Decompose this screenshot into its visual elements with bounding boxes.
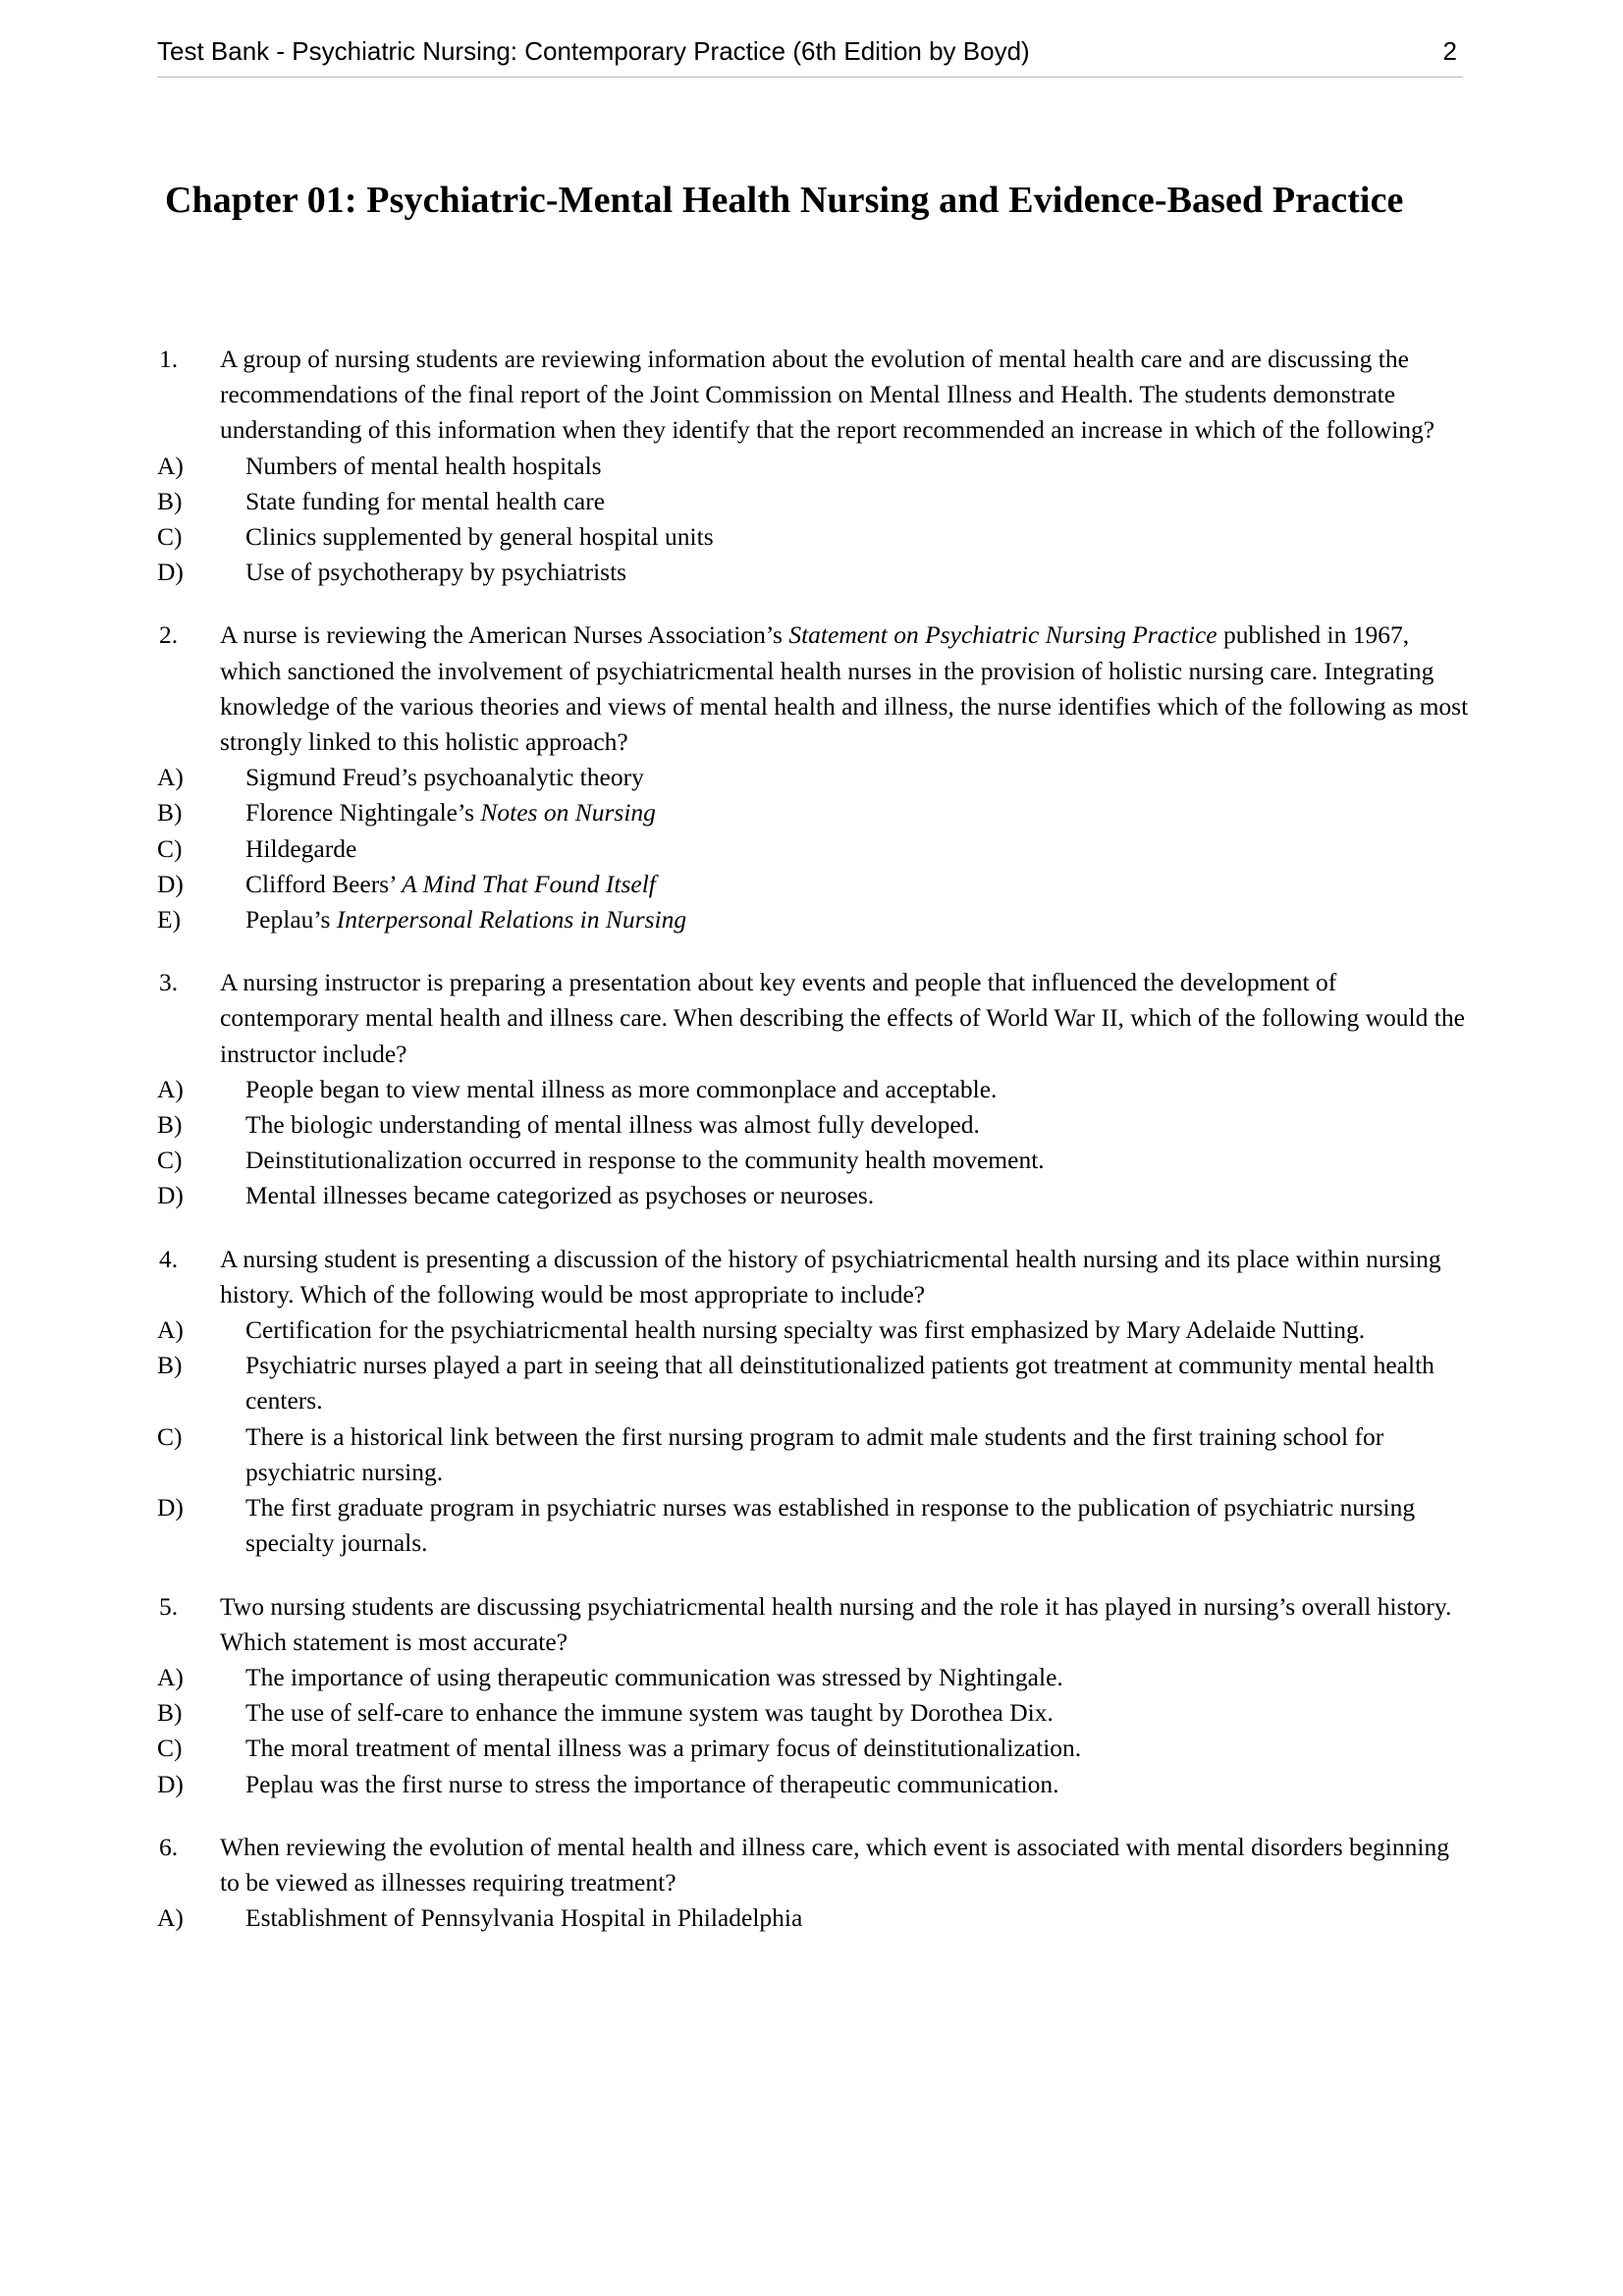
option-letter: C) <box>157 833 183 863</box>
question-number: 3. <box>159 968 179 997</box>
option-letter: B) <box>157 1698 183 1728</box>
answer-option[interactable] <box>157 519 1473 555</box>
answer-option[interactable] <box>157 1490 1473 1561</box>
question-text: A nurse is reviewing the American Nurses Association’s Statement on Psychiatric Nursing Practice published in 1967, which sanctioned the involvement of psychiatricmental health nurses in the provision of holistic nursing care. Integrating knowledge of the various theories and views of mental health and illness, the nurse identifies which of the following as most strongly linked to this holistic approach? <box>220 620 1469 757</box>
question-number: 2. <box>159 620 179 650</box>
chapter-title: Chapter 01: Psychiatric-Mental Health Nursing and Evidence-Based Practice <box>165 180 1404 222</box>
question-block <box>157 1589 1473 1802</box>
option-list <box>157 1660 1473 1802</box>
question-text: A group of nursing students are reviewing information about the evolution of mental health care and are discussing the recommendations of the final report of the Joint Commission on Mental Illness and Health. The students demonstrate understanding of this information when they identify that the report recommended an increase in which of the following? <box>220 345 1435 445</box>
option-letter: D) <box>157 1769 184 1798</box>
question-block <box>157 617 1473 937</box>
option-text: Numbers of mental health hospitals <box>245 451 602 480</box>
option-letter: C) <box>157 522 183 552</box>
answer-option[interactable] <box>157 1072 1473 1107</box>
option-text: There is a historical link between the first nursing program to admit male students and the first training school for psychiatric nursing. <box>245 1421 1384 1486</box>
answer-option[interactable] <box>157 795 1473 830</box>
option-letter: A) <box>157 1662 184 1691</box>
question-text: A nursing student is presenting a discussion of the history of psychiatricmental health nursing and its place within nursing history. Which of the following would be most appropriate to include? <box>220 1244 1441 1308</box>
option-text: Florence Nightingale’s Notes on Nursing <box>245 798 656 828</box>
question-stem <box>157 965 1473 1072</box>
answer-option[interactable] <box>157 1731 1473 1766</box>
option-letter: C) <box>157 1146 183 1175</box>
option-text: The moral treatment of mental illness was a primary focus of deinstitutionalization. <box>245 1734 1082 1763</box>
question-stem <box>157 617 1473 760</box>
answer-option[interactable] <box>157 1900 1473 1936</box>
answer-option[interactable] <box>157 449 1473 484</box>
option-letter: D) <box>157 1493 184 1522</box>
option-letter: A) <box>157 763 184 792</box>
option-letter: A) <box>157 1315 184 1345</box>
question-stem <box>157 342 1473 449</box>
option-text: Use of psychotherapy by psychiatrists <box>245 558 627 587</box>
answer-option[interactable] <box>157 1660 1473 1695</box>
option-text: Clinics supplemented by general hospital units <box>245 522 714 552</box>
option-text: The biologic understanding of mental illness was almost fully developed. <box>245 1110 980 1140</box>
question-stem <box>157 1589 1473 1660</box>
option-letter: E) <box>157 905 182 934</box>
option-text: The importance of using therapeutic communication was stressed by Nightingale. <box>245 1662 1063 1691</box>
option-text: Peplau was the first nurse to stress the importance of therapeutic communication. <box>245 1769 1059 1798</box>
option-letter: A) <box>157 1903 184 1933</box>
answer-option[interactable] <box>157 760 1473 795</box>
question-text: Two nursing students are discussing psychiatricmental health nursing and the role it has played in nursing’s overall history. Which statement is most accurate? <box>220 1591 1452 1656</box>
answer-option[interactable] <box>157 831 1473 867</box>
question-list <box>157 342 1473 1936</box>
option-text: People began to view mental illness as more commonplace and acceptable. <box>245 1074 998 1103</box>
question-block <box>157 1242 1473 1562</box>
option-letter: A) <box>157 1074 184 1103</box>
answer-option[interactable] <box>157 1178 1473 1213</box>
option-letter: B) <box>157 1110 183 1140</box>
option-text: Certification for the psychiatricmental health nursing specialty was first emphasized by Mary Adelaide Nutting. <box>245 1315 1366 1345</box>
question-block <box>157 965 1473 1213</box>
answer-option[interactable] <box>157 1419 1473 1490</box>
option-letter: B) <box>157 486 183 515</box>
option-list <box>157 1900 1473 1936</box>
option-text: Mental illnesses became categorized as psychoses or neuroses. <box>245 1181 875 1210</box>
option-text: Deinstitutionalization occurred in response to the community health movement. <box>245 1146 1045 1175</box>
option-text: State funding for mental health care <box>245 486 606 515</box>
answer-option[interactable] <box>157 902 1473 937</box>
option-text: Peplau’s Interpersonal Relations in Nursing <box>245 905 687 934</box>
answer-option[interactable] <box>157 555 1473 590</box>
option-letter: B) <box>157 798 183 828</box>
option-list <box>157 1312 1473 1561</box>
question-block <box>157 342 1473 590</box>
question-number: 4. <box>159 1244 179 1273</box>
option-text: Psychiatric nurses played a part in seeing that all deinstitutionalized patients got treatment at community mental health centers. <box>245 1351 1434 1415</box>
page-header <box>157 37 1463 67</box>
option-list <box>157 1072 1473 1214</box>
question-number: 6. <box>159 1832 179 1861</box>
answer-option[interactable] <box>157 1143 1473 1178</box>
answer-option[interactable] <box>157 1767 1473 1802</box>
option-text: Sigmund Freud’s psychoanalytic theory <box>245 763 644 792</box>
question-number: 1. <box>159 345 179 373</box>
option-text: The use of self-care to enhance the immune system was taught by Dorothea Dix. <box>245 1698 1054 1728</box>
answer-option[interactable] <box>157 484 1473 519</box>
header-divider <box>157 77 1463 78</box>
question-stem <box>157 1242 1473 1312</box>
option-letter: A) <box>157 451 184 480</box>
option-letter: D) <box>157 869 184 898</box>
option-text: Hildegarde <box>245 833 357 863</box>
answer-option[interactable] <box>157 867 1473 902</box>
option-letter: C) <box>157 1421 183 1451</box>
option-letter: C) <box>157 1734 183 1763</box>
option-text: The first graduate program in psychiatric nurses was established in response to the publication of psychiatric nursing specialty journals. <box>245 1493 1416 1558</box>
question-text: When reviewing the evolution of mental health and illness care, which event is associated with mental disorders beginning to be viewed as illnesses requiring treatment? <box>220 1832 1449 1896</box>
answer-option[interactable] <box>157 1695 1473 1731</box>
question-stem <box>157 1830 1473 1900</box>
header-page-number: 2 <box>1442 36 1457 66</box>
option-letter: B) <box>157 1351 183 1380</box>
option-letter: D) <box>157 558 184 587</box>
option-text: Clifford Beers’ A Mind That Found Itself <box>245 869 656 898</box>
option-letter: D) <box>157 1181 184 1210</box>
answer-option[interactable] <box>157 1107 1473 1143</box>
question-block <box>157 1830 1473 1937</box>
answer-option[interactable] <box>157 1312 1473 1348</box>
question-text: A nursing instructor is preparing a presentation about key events and people that influenced the development of contemporary mental health and illness care. When describing the effects of World War II, which of the following would the instructor include? <box>220 968 1465 1068</box>
question-number: 5. <box>159 1591 179 1621</box>
option-list <box>157 760 1473 937</box>
answer-option[interactable] <box>157 1348 1473 1418</box>
option-list <box>157 449 1473 591</box>
header-title: Test Bank - Psychiatric Nursing: Contemporary Practice (6th Edition by Boyd) <box>157 36 1030 66</box>
option-text: Establishment of Pennsylvania Hospital in Philadelphia <box>245 1903 803 1933</box>
